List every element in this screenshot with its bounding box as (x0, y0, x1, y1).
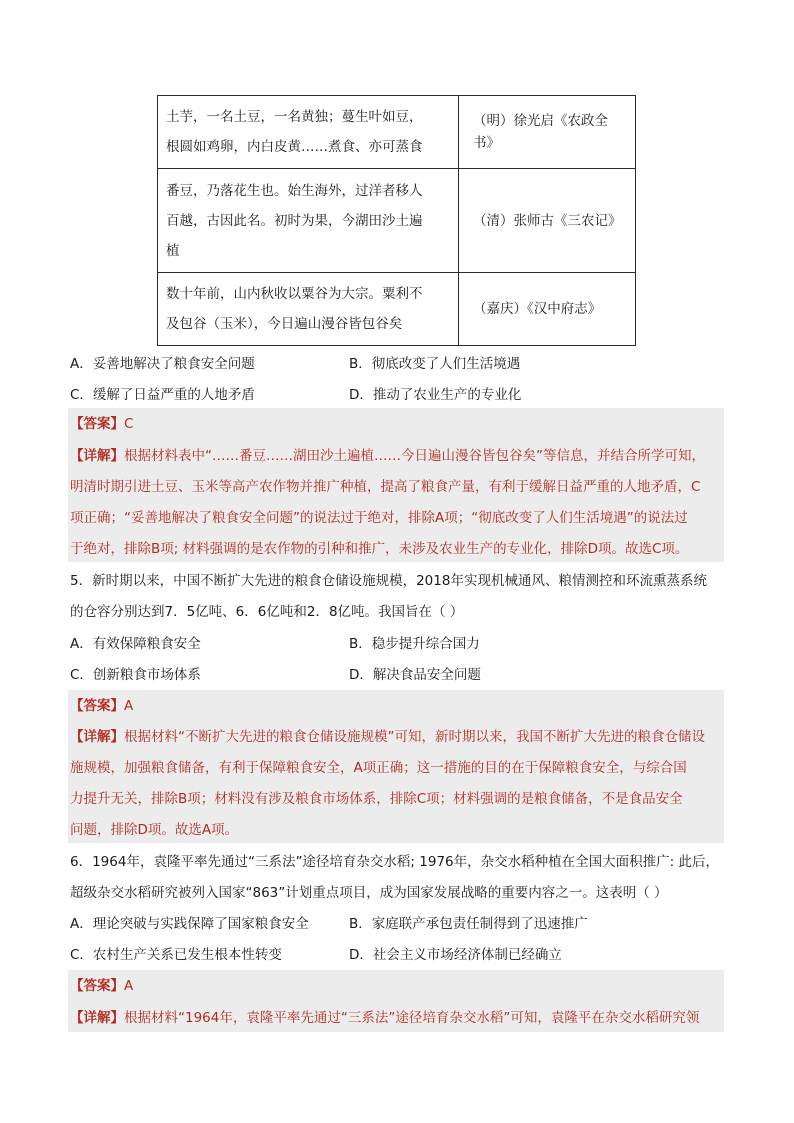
q5-stem-line: 的仓容分别达到7．5亿吨、6．6亿吨和2．8亿吨。我国旨在（ ） (70, 604, 464, 620)
table-row (158, 169, 636, 273)
q4-option-c: C．缓解了日益严重的人地矛盾 (70, 387, 255, 403)
table-quote-cell (158, 96, 459, 169)
quote-line: 百越，古因此名。初时为果，今湖田沙土遍 (166, 212, 423, 229)
q5-option-b: B．稳步提升综合国力 (349, 636, 480, 652)
q5-detail-line: 施规模，加强粮食储备，有利于保障粮食安全，A项正确；这一措施的目的在于保障粮食安全，与综合国 (70, 760, 687, 776)
answer-tag: 【答案】 (70, 698, 124, 714)
q5-option-d: D．解决食品安全问题 (349, 667, 481, 683)
q6-answer (70, 976, 133, 996)
q4-option-b: B．彻底改变了人们生活境遇 (349, 356, 521, 372)
table-origin-cell: （嘉庆）《汉中府志》 (459, 273, 636, 346)
quote-line: 番豆，乃落花生也。始生海外，过洋者移人 (166, 182, 423, 199)
q4-detail-line: 【详解】根据材料表中“……番豆……湖田沙土遍植……今日遍山漫谷皆包谷矣”等信息，并结合所学可知， (70, 448, 705, 464)
answer-value: A (124, 698, 134, 714)
q6-option-c: C．农村生产关系已发生根本性转变 (70, 947, 282, 963)
q6-option-b: B．家庭联产承包责任制得到了迅速推广 (349, 916, 588, 932)
table-quote-cell (158, 169, 459, 273)
q4-answer (70, 414, 133, 434)
q6-option-d: D．社会主义市场经济体制已经确立 (349, 947, 562, 963)
q5-option-a: A．有效保障粮食安全 (70, 636, 201, 652)
quote-line: 土芋，一名土豆，一名黄独；蔓生叶如豆， (166, 109, 423, 125)
table-row (158, 273, 636, 346)
q5-detail-line: 力提升无关，排除B项；材料没有涉及粮食市场体系，排除C项；材料强调的是粮食储备，不是食品安全 (70, 791, 683, 807)
answer-tag: 【答案】 (70, 416, 124, 432)
q5-stem-line: 5．新时期以来，中国不断扩大先进的粮食仓储设施规模，2018年实现机械通风、粮情测控和环流熏蒸系统 (70, 573, 707, 589)
q5-detail-line: 【详解】根据材料“不断扩大先进的粮食仓储设施规模”可知，新时期以来，我国不断扩大先进的粮食仓储设 (70, 729, 705, 745)
q5-answer (70, 696, 133, 716)
answer-value: A (124, 978, 134, 994)
table-quote-cell (158, 273, 459, 346)
q4-detail-line: 于绝对，排除B项; 材料强调的是农作物的引种和推广，未涉及农业生产的专业化，排除D项。故选C项。 (70, 541, 689, 557)
q6-stem-line: 6．1964年，袁隆平率先通过“三系法”途径培育杂交水稻; 1976年，杂交水稻种植在全国大面积推广: 此后， (70, 854, 719, 870)
answer-tag: 【答案】 (70, 978, 124, 994)
detail-tag: 【详解】 (70, 729, 124, 745)
q5-detail-line: 问题，排除D项。故选A项。 (70, 822, 239, 838)
q4-option-a: A．妥善地解决了粮食安全问题 (70, 356, 255, 372)
q6-detail-line: 【详解】根据材料“1964年，袁隆平率先通过“三系法”途径培育杂交水稻”可知，袁隆平在杂交水稻研究领 (70, 1010, 700, 1026)
quote-line: 根圆如鸡卵，内白皮黄……煮食、亦可蒸食 (166, 139, 423, 155)
table-row (158, 96, 636, 169)
q6-option-a: A．理论突破与实践保障了国家粮食安全 (70, 916, 309, 932)
table-origin-cell: （清）张师古《三农记》 (459, 169, 636, 273)
q4-option-d: D．推动了农业生产的专业化 (349, 387, 522, 403)
source-table (157, 95, 636, 346)
quote-line: 及包谷（玉米），今日遍山漫谷皆包谷矣 (166, 316, 403, 332)
q4-detail-line: 项正确；“妥善地解决了粮食安全问题”的说法过于绝对，排除A项；“彻底改变了人们生活境遇”的说法过 (70, 510, 688, 526)
detail-tag: 【详解】 (70, 1010, 124, 1026)
q5-option-c: C．创新粮食市场体系 (70, 667, 201, 683)
q4-detail-line: 明清时期引进土豆、玉米等高产农作物并推广种植，提高了粮食产量，有利于缓解日益严重的人地矛盾，C (70, 479, 701, 495)
answer-value: C (124, 416, 134, 432)
detail-tag: 【详解】 (70, 448, 124, 464)
table-origin-cell: （明）徐光启《农政全书》 (459, 96, 636, 169)
q6-stem-line: 超级杂交水稻研究被列入国家“863”计划重点项目，成为国家发展战略的重要内容之一。这表明（ ） (70, 885, 668, 901)
quote-line: 数十年前，山内秋收以粟谷为大宗。粟利不 (166, 286, 423, 302)
quote-line: 植 (166, 242, 180, 259)
